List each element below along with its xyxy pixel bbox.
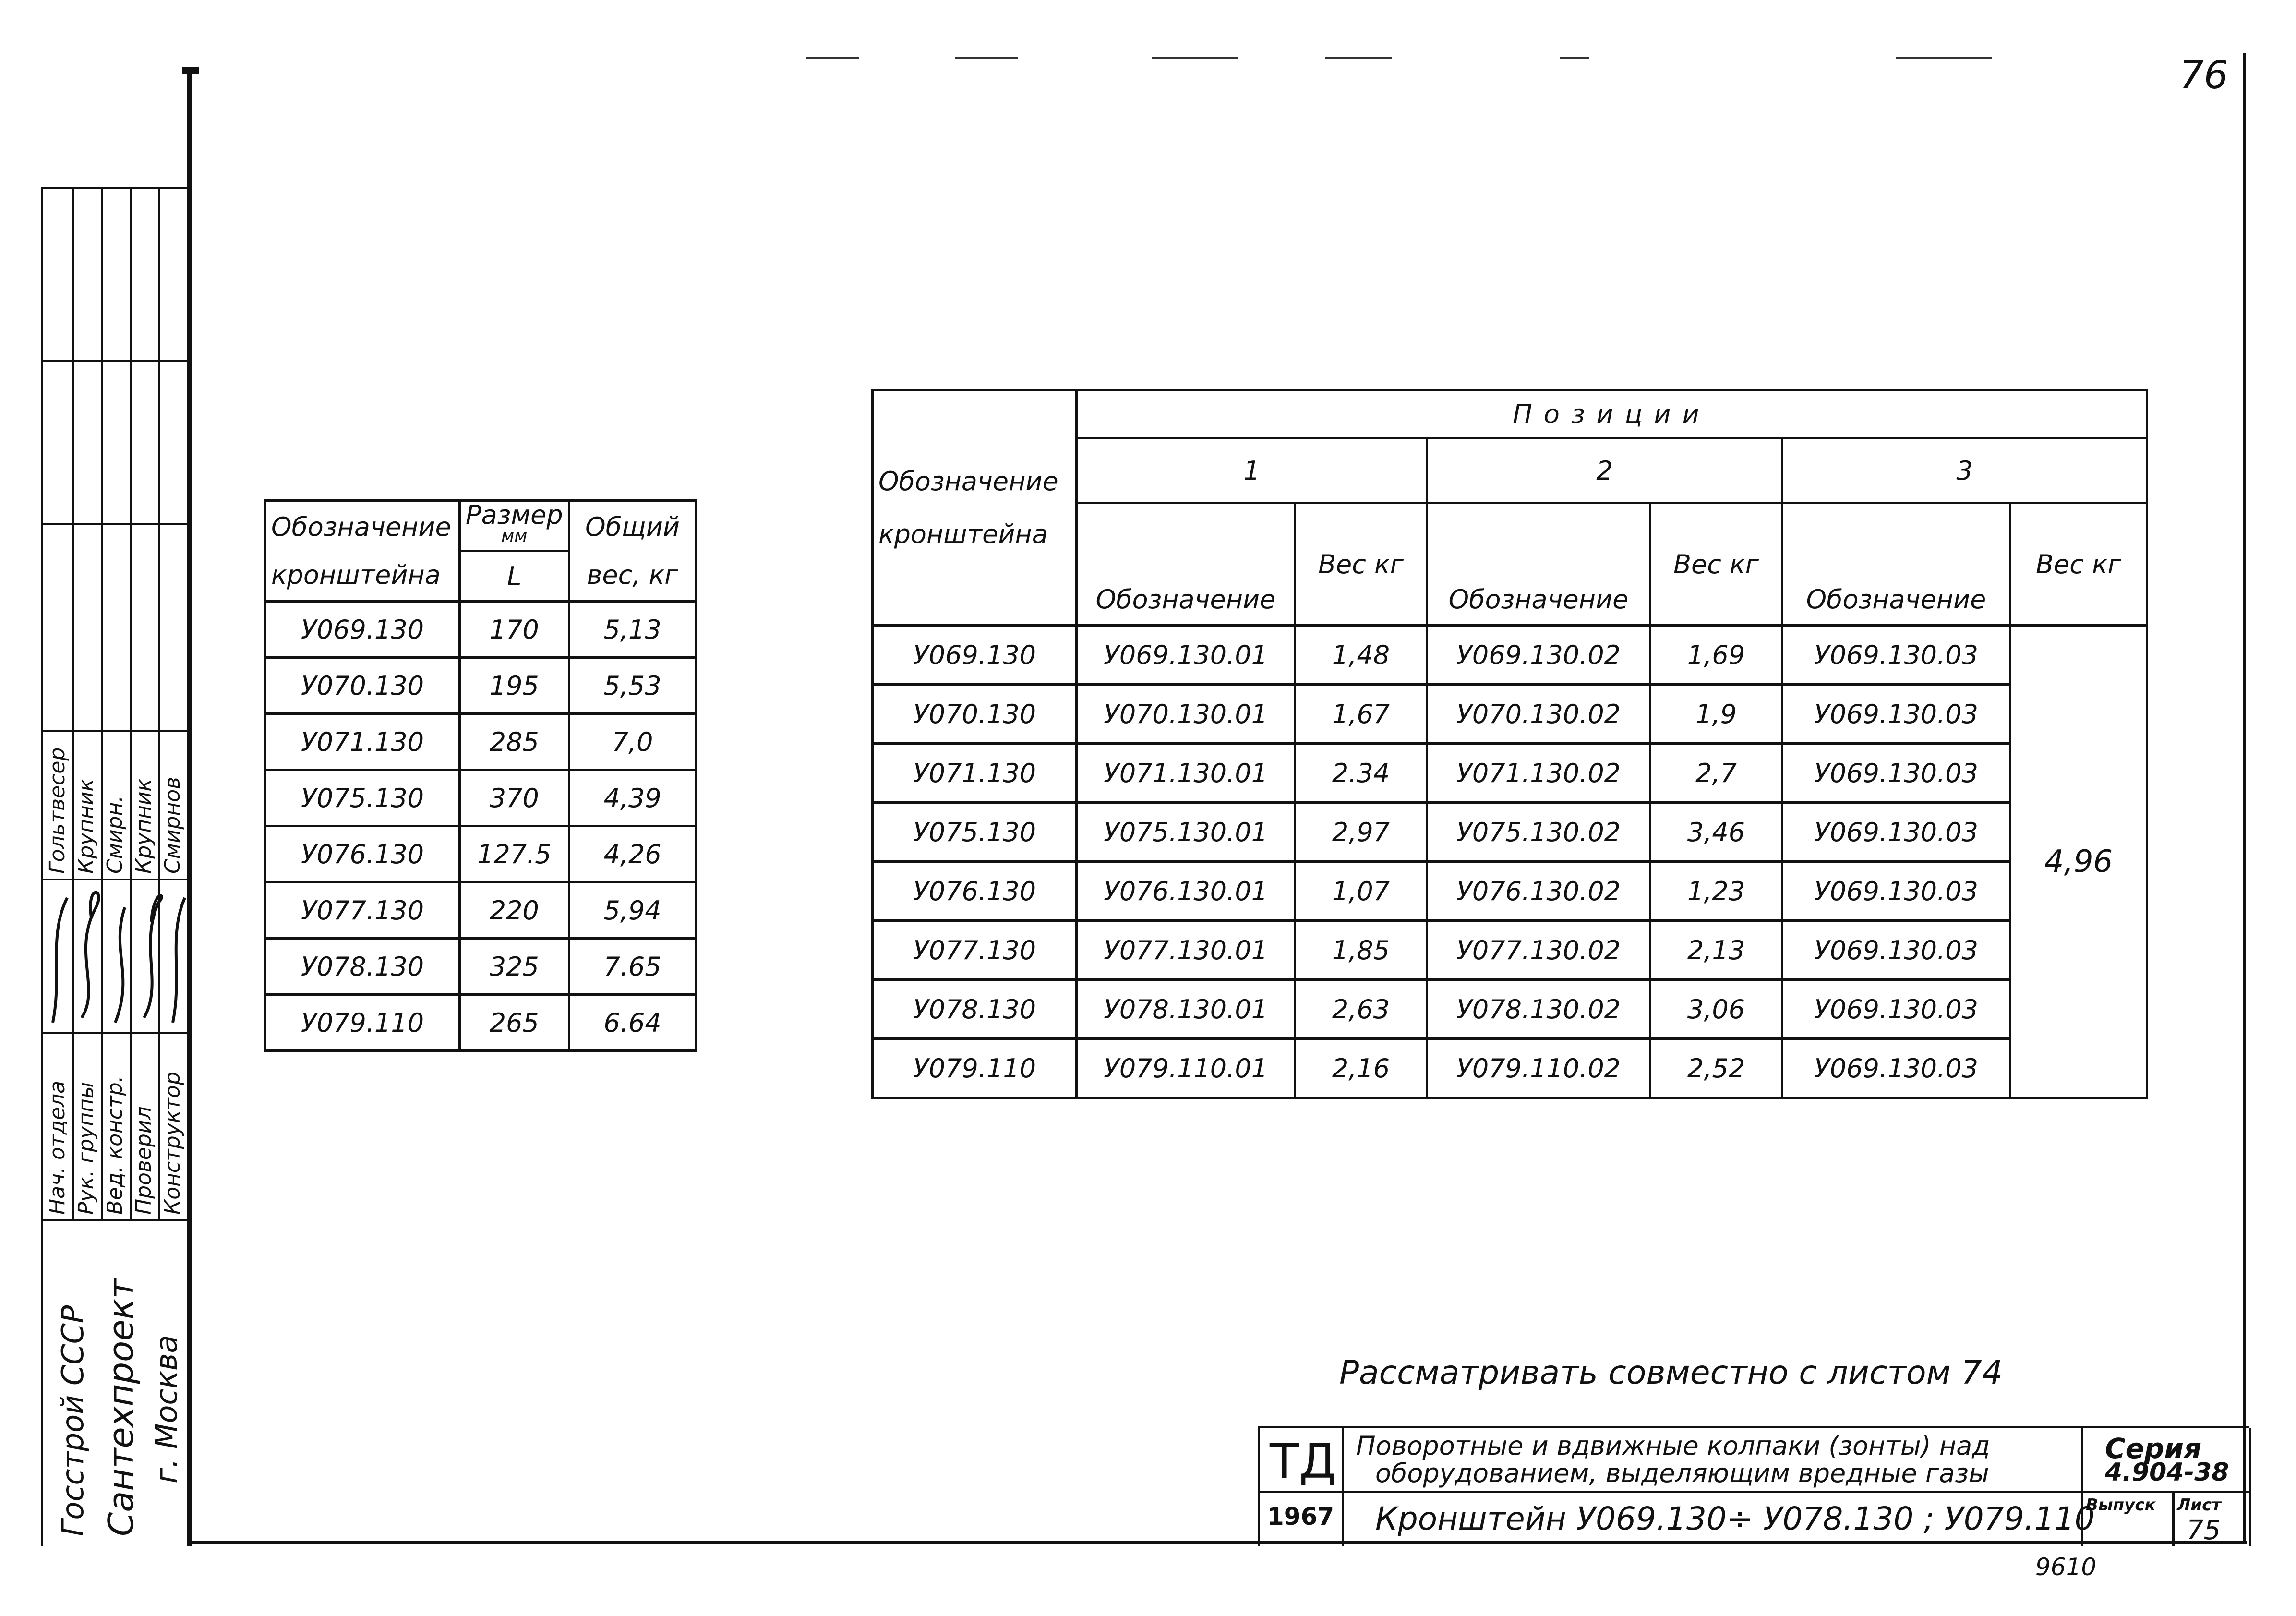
cell-pos1: У069.130.01 bbox=[1077, 626, 1295, 685]
cell-pos2: У070.130.02 bbox=[1427, 685, 1650, 744]
header-size bbox=[460, 501, 569, 551]
cell-length: 265 bbox=[460, 995, 569, 1051]
table-row bbox=[873, 1039, 2147, 1098]
cell-pos1: У077.130.01 bbox=[1077, 921, 1295, 980]
org-line: Сантехпроект bbox=[101, 1278, 141, 1536]
approval-stamp bbox=[41, 187, 190, 1546]
cell-w2: 2,52 bbox=[1650, 1039, 1782, 1098]
cell-weight: 7.65 bbox=[569, 939, 696, 995]
cell-bracket: У075.130 bbox=[873, 803, 1077, 862]
td-mark: ТД bbox=[1270, 1433, 1337, 1489]
cell-pos1: У075.130.01 bbox=[1077, 803, 1295, 862]
cell-length: 195 bbox=[460, 658, 569, 714]
table-row bbox=[265, 770, 697, 826]
cell-designation: У079.110 bbox=[265, 995, 460, 1051]
cell-bracket: У070.130 bbox=[873, 685, 1077, 744]
cell-w3-merged: 4,96 bbox=[2010, 626, 2147, 1098]
table-row bbox=[265, 995, 697, 1051]
frame-top-dash bbox=[806, 57, 859, 59]
issue-label: Выпуск bbox=[2086, 1495, 2156, 1515]
header-weight: Общий вес, кг bbox=[569, 501, 696, 602]
cell-pos3: У069.130.03 bbox=[1782, 862, 2010, 921]
stamp-role: Нач. отдела bbox=[45, 1080, 70, 1215]
sheet-number: 75 bbox=[2187, 1515, 2221, 1546]
cell-length: 170 bbox=[460, 602, 569, 658]
stamp-role: Вед. констр. bbox=[103, 1075, 127, 1215]
header-position-2: 2 bbox=[1427, 438, 1782, 503]
org-line: г. Москва bbox=[149, 1335, 184, 1483]
cell-length: 220 bbox=[460, 882, 569, 939]
frame-top-dash bbox=[1896, 57, 1992, 59]
cell-w2: 2,13 bbox=[1650, 921, 1782, 980]
title-block bbox=[1258, 1426, 2249, 1546]
table-row bbox=[873, 921, 2147, 980]
cell-designation: У069.130 bbox=[265, 602, 460, 658]
cell-weight: 4,39 bbox=[569, 770, 696, 826]
frame-right-border bbox=[2243, 53, 2246, 1544]
header-sub-weight: Вес кг bbox=[1650, 503, 1782, 626]
cell-pos1: У071.130.01 bbox=[1077, 744, 1295, 803]
cell-pos2: У069.130.02 bbox=[1427, 626, 1650, 685]
cell-bracket: У078.130 bbox=[873, 980, 1077, 1039]
archive-number: 9610 bbox=[2035, 1553, 2097, 1581]
cell-designation: У078.130 bbox=[265, 939, 460, 995]
cell-pos2: У079.110.02 bbox=[1427, 1039, 1650, 1098]
cell-designation: У075.130 bbox=[265, 770, 460, 826]
cell-pos3: У069.130.03 bbox=[1782, 685, 2010, 744]
cell-bracket: У071.130 bbox=[873, 744, 1077, 803]
header-sub-designation: Обозначение bbox=[1427, 503, 1650, 626]
year: 1967 bbox=[1267, 1503, 1334, 1531]
cell-w1: 1,48 bbox=[1295, 626, 1427, 685]
frame-top-dash bbox=[1560, 57, 1589, 59]
cell-weight: 6.64 bbox=[569, 995, 696, 1051]
cell-weight: 5,94 bbox=[569, 882, 696, 939]
item-title: Кронштейн У069.130÷ У078.130 ; У079.110 bbox=[1375, 1500, 2095, 1537]
cell-w1: 2,16 bbox=[1295, 1039, 1427, 1098]
cell-w1: 2,63 bbox=[1295, 980, 1427, 1039]
header-position-1: 1 bbox=[1077, 438, 1427, 503]
header-sub-weight: Вес кг bbox=[1295, 503, 1427, 626]
cell-weight: 5,13 bbox=[569, 602, 696, 658]
table-row bbox=[873, 685, 2147, 744]
series-value: 4.904-38 bbox=[2105, 1458, 2229, 1487]
frame-top-dash bbox=[1325, 57, 1392, 59]
cell-designation: У071.130 bbox=[265, 714, 460, 770]
cell-designation: У076.130 bbox=[265, 826, 460, 882]
cell-w1: 2.34 bbox=[1295, 744, 1427, 803]
title-line-1: Поворотные и вдвижные колпаки (зонты) над bbox=[1356, 1431, 1990, 1461]
table-row bbox=[873, 626, 2147, 685]
table-row bbox=[265, 714, 697, 770]
series-label: Серия bbox=[2105, 1432, 2202, 1465]
header-sub-designation: Обозначение bbox=[1077, 503, 1295, 626]
cell-length: 127.5 bbox=[460, 826, 569, 882]
table-row bbox=[265, 882, 697, 939]
header-size-unit: мм bbox=[501, 526, 528, 546]
stamp-name: Крупник bbox=[74, 779, 98, 874]
cell-pos1: У076.130.01 bbox=[1077, 862, 1295, 921]
cell-pos3: У069.130.03 bbox=[1782, 626, 2010, 685]
cross-reference-note: Рассматривать совместно с листом 74 bbox=[1339, 1354, 2003, 1392]
stamp-name: Смирнов bbox=[160, 776, 185, 874]
frame-corner-mark bbox=[182, 67, 199, 74]
stamp-name: Смирн. bbox=[103, 795, 127, 874]
stamp-role: Конструктор bbox=[160, 1072, 185, 1215]
cell-weight: 7,0 bbox=[569, 714, 696, 770]
frame-top-dash bbox=[955, 57, 1018, 59]
stamp-role: Рук. группы bbox=[74, 1082, 98, 1215]
header-size-label: Размер bbox=[466, 500, 563, 530]
stamp-name: Крупник bbox=[132, 779, 156, 874]
cell-pos2: У075.130.02 bbox=[1427, 803, 1650, 862]
frame-top-dash bbox=[1152, 57, 1238, 59]
table-row bbox=[873, 803, 2147, 862]
cell-bracket: У079.110 bbox=[873, 1039, 1077, 1098]
bracket-size-table bbox=[264, 499, 697, 1052]
cell-bracket: У069.130 bbox=[873, 626, 1077, 685]
cell-w1: 1,07 bbox=[1295, 862, 1427, 921]
header-size-L: L bbox=[460, 551, 569, 602]
stamp-name: Гольтвесер bbox=[45, 747, 70, 874]
cell-pos2: У076.130.02 bbox=[1427, 862, 1650, 921]
cell-w2: 1,69 bbox=[1650, 626, 1782, 685]
cell-w1: 1,67 bbox=[1295, 685, 1427, 744]
cell-length: 370 bbox=[460, 770, 569, 826]
table-row bbox=[265, 826, 697, 882]
cell-pos3: У069.130.03 bbox=[1782, 803, 2010, 862]
cell-w1: 2,97 bbox=[1295, 803, 1427, 862]
title-line-2: оборудованием, выделяющим вредные газы bbox=[1375, 1458, 1989, 1488]
header-bracket-designation: Обозначение кронштейна bbox=[873, 390, 1077, 626]
cell-designation: У070.130 bbox=[265, 658, 460, 714]
header-positions: Позиции bbox=[1077, 390, 2147, 438]
cell-designation: У077.130 bbox=[265, 882, 460, 939]
header-sub-designation: Обозначение bbox=[1782, 503, 2010, 626]
cell-length: 285 bbox=[460, 714, 569, 770]
table-row bbox=[873, 862, 2147, 921]
header-sub-weight: Вес кг bbox=[2010, 503, 2147, 626]
cell-w2: 2,7 bbox=[1650, 744, 1782, 803]
cell-pos1: У070.130.01 bbox=[1077, 685, 1295, 744]
table-row bbox=[873, 980, 2147, 1039]
org-line: Госстрой СССР bbox=[55, 1305, 90, 1536]
header-designation: Обозначение кронштейна bbox=[265, 501, 460, 602]
cell-bracket: У077.130 bbox=[873, 921, 1077, 980]
table-row bbox=[265, 602, 697, 658]
cell-length: 325 bbox=[460, 939, 569, 995]
cell-pos2: У077.130.02 bbox=[1427, 921, 1650, 980]
page-number: 76 bbox=[2179, 53, 2228, 97]
cell-pos3: У069.130.03 bbox=[1782, 921, 2010, 980]
table-row bbox=[873, 744, 2147, 803]
cell-bracket: У076.130 bbox=[873, 862, 1077, 921]
table-row bbox=[265, 658, 697, 714]
cell-pos3: У069.130.03 bbox=[1782, 1039, 2010, 1098]
cell-pos3: У069.130.03 bbox=[1782, 980, 2010, 1039]
cell-weight: 5,53 bbox=[569, 658, 696, 714]
cell-pos3: У069.130.03 bbox=[1782, 744, 2010, 803]
cell-pos1: У079.110.01 bbox=[1077, 1039, 1295, 1098]
stamp-role: Проверил bbox=[132, 1106, 156, 1215]
cell-pos2: У078.130.02 bbox=[1427, 980, 1650, 1039]
cell-w2: 3,46 bbox=[1650, 803, 1782, 862]
cell-w1: 1,85 bbox=[1295, 921, 1427, 980]
cell-pos1: У078.130.01 bbox=[1077, 980, 1295, 1039]
signatures-icon bbox=[43, 879, 190, 1032]
table-row bbox=[265, 939, 697, 995]
cell-w2: 1,9 bbox=[1650, 685, 1782, 744]
sheet-label: Лист bbox=[2177, 1495, 2221, 1515]
header-position-3: 3 bbox=[1782, 438, 2147, 503]
cell-weight: 4,26 bbox=[569, 826, 696, 882]
cell-pos2: У071.130.02 bbox=[1427, 744, 1650, 803]
cell-w2: 3,06 bbox=[1650, 980, 1782, 1039]
positions-table bbox=[871, 389, 2148, 1099]
cell-w2: 1,23 bbox=[1650, 862, 1782, 921]
